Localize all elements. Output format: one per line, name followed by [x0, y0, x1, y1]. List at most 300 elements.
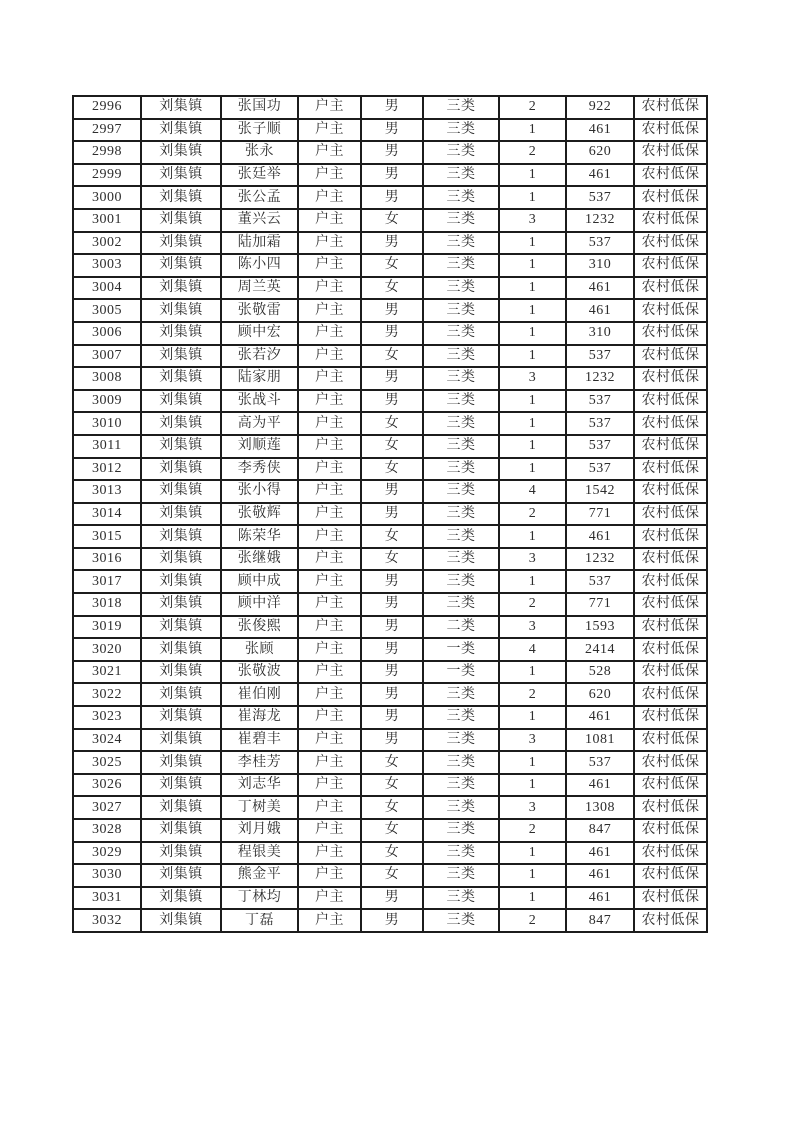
table-cell: 3 [499, 209, 566, 232]
table-cell: 户主 [298, 548, 361, 571]
table-cell: 620 [566, 141, 634, 164]
table-cell: 3023 [73, 706, 141, 729]
table-cell: 农村低保 [634, 842, 707, 865]
table-cell: 三类 [423, 458, 499, 481]
table-cell: 女 [361, 796, 423, 819]
table-cell: 户主 [298, 96, 361, 119]
table-cell: 刘集镇 [141, 616, 221, 639]
table-cell: 丁林均 [221, 887, 298, 910]
table-cell: 农村低保 [634, 277, 707, 300]
table-cell: 陈荣华 [221, 525, 298, 548]
table-cell: 刘集镇 [141, 277, 221, 300]
table-cell: 农村低保 [634, 638, 707, 661]
table-cell: 3010 [73, 412, 141, 435]
table-cell: 刘集镇 [141, 661, 221, 684]
table-cell: 三类 [423, 209, 499, 232]
table-cell: 高为平 [221, 412, 298, 435]
table-row [73, 525, 707, 548]
table-cell: 3022 [73, 683, 141, 706]
table-cell: 847 [566, 819, 634, 842]
table-cell: 3011 [73, 435, 141, 458]
table-cell: 三类 [423, 322, 499, 345]
table-row [73, 593, 707, 616]
table-cell: 刘集镇 [141, 299, 221, 322]
table-cell: 刘集镇 [141, 729, 221, 752]
table-cell: 户主 [298, 390, 361, 413]
table-row [73, 390, 707, 413]
table-cell: 女 [361, 548, 423, 571]
table-cell: 农村低保 [634, 390, 707, 413]
table-cell: 3014 [73, 503, 141, 526]
table-row [73, 209, 707, 232]
table-cell: 农村低保 [634, 661, 707, 684]
table-cell: 537 [566, 570, 634, 593]
table-cell: 3017 [73, 570, 141, 593]
table-row [73, 503, 707, 526]
table-cell: 1 [499, 435, 566, 458]
table-row [73, 254, 707, 277]
table-cell: 农村低保 [634, 864, 707, 887]
table-cell: 3 [499, 367, 566, 390]
table-cell: 刘集镇 [141, 842, 221, 865]
table-row [73, 232, 707, 255]
table-cell: 女 [361, 254, 423, 277]
table-cell: 461 [566, 842, 634, 865]
table-cell: 三类 [423, 864, 499, 887]
table-cell: 刘集镇 [141, 141, 221, 164]
table-cell: 刘集镇 [141, 390, 221, 413]
table-cell: 3001 [73, 209, 141, 232]
table-cell: 农村低保 [634, 774, 707, 797]
table-cell: 1 [499, 232, 566, 255]
table-cell: 农村低保 [634, 706, 707, 729]
table-cell: 刘集镇 [141, 683, 221, 706]
table-cell: 461 [566, 887, 634, 910]
table-cell: 三类 [423, 819, 499, 842]
table-cell: 刘集镇 [141, 593, 221, 616]
table-cell: 丁树美 [221, 796, 298, 819]
table-cell: 户主 [298, 480, 361, 503]
table-cell: 男 [361, 887, 423, 910]
table-cell: 农村低保 [634, 503, 707, 526]
table-cell: 张顾 [221, 638, 298, 661]
table-cell: 537 [566, 435, 634, 458]
table-cell: 1232 [566, 548, 634, 571]
table-cell: 男 [361, 570, 423, 593]
table-cell: 537 [566, 458, 634, 481]
table-cell: 女 [361, 209, 423, 232]
table-cell: 男 [361, 706, 423, 729]
table-cell: 顾中洋 [221, 593, 298, 616]
table-cell: 户主 [298, 774, 361, 797]
table-cell: 男 [361, 729, 423, 752]
table-cell: 农村低保 [634, 458, 707, 481]
table-cell: 1 [499, 525, 566, 548]
table-cell: 1 [499, 661, 566, 684]
table-cell: 男 [361, 616, 423, 639]
table-cell: 女 [361, 435, 423, 458]
table-cell: 三类 [423, 796, 499, 819]
table-cell: 陆家朋 [221, 367, 298, 390]
table-cell: 3021 [73, 661, 141, 684]
table-cell: 刘集镇 [141, 796, 221, 819]
table-cell: 1 [499, 458, 566, 481]
table-cell: 张敬辉 [221, 503, 298, 526]
table-cell: 户主 [298, 796, 361, 819]
table-cell: 农村低保 [634, 548, 707, 571]
table-cell: 农村低保 [634, 480, 707, 503]
table-cell: 张小得 [221, 480, 298, 503]
table-row [73, 887, 707, 910]
table-cell: 3 [499, 796, 566, 819]
table-cell: 3004 [73, 277, 141, 300]
table-body [73, 96, 707, 932]
table-cell: 女 [361, 774, 423, 797]
table-cell: 女 [361, 277, 423, 300]
table-cell: 户主 [298, 661, 361, 684]
table-cell: 1232 [566, 209, 634, 232]
table-cell: 刘志华 [221, 774, 298, 797]
table-cell: 1 [499, 277, 566, 300]
table-cell: 户主 [298, 638, 361, 661]
table-cell: 男 [361, 96, 423, 119]
table-cell: 张永 [221, 141, 298, 164]
table-cell: 刘集镇 [141, 209, 221, 232]
table-cell: 三类 [423, 186, 499, 209]
table-cell: 2 [499, 909, 566, 932]
table-cell: 丁磊 [221, 909, 298, 932]
table-cell: 男 [361, 661, 423, 684]
table-cell: 537 [566, 390, 634, 413]
table-cell: 1 [499, 887, 566, 910]
table-cell: 620 [566, 683, 634, 706]
table-cell: 户主 [298, 751, 361, 774]
table-row [73, 616, 707, 639]
table-cell: 刘集镇 [141, 909, 221, 932]
table-row [73, 548, 707, 571]
table-cell: 三类 [423, 277, 499, 300]
table-cell: 农村低保 [634, 887, 707, 910]
table-cell: 张敬波 [221, 661, 298, 684]
table-cell: 三类 [423, 435, 499, 458]
table-row [73, 119, 707, 142]
table-cell: 3018 [73, 593, 141, 616]
table-row [73, 345, 707, 368]
table-cell: 张俊熙 [221, 616, 298, 639]
table-row [73, 322, 707, 345]
table-cell: 3009 [73, 390, 141, 413]
table-cell: 女 [361, 345, 423, 368]
table-row [73, 480, 707, 503]
table-cell: 张国功 [221, 96, 298, 119]
table-cell: 张战斗 [221, 390, 298, 413]
table-cell: 1081 [566, 729, 634, 752]
table-cell: 户主 [298, 909, 361, 932]
table-cell: 2996 [73, 96, 141, 119]
table-cell: 农村低保 [634, 412, 707, 435]
table-cell: 3006 [73, 322, 141, 345]
table-cell: 男 [361, 390, 423, 413]
table-cell: 农村低保 [634, 96, 707, 119]
table-cell: 户主 [298, 209, 361, 232]
table-cell: 户主 [298, 277, 361, 300]
table-cell: 户主 [298, 616, 361, 639]
table-cell: 3019 [73, 616, 141, 639]
table-cell: 刘集镇 [141, 119, 221, 142]
table-cell: 310 [566, 254, 634, 277]
table-cell: 三类 [423, 548, 499, 571]
table-cell: 男 [361, 593, 423, 616]
table-cell: 三类 [423, 119, 499, 142]
table-cell: 1 [499, 164, 566, 187]
table-cell: 女 [361, 819, 423, 842]
table-cell: 2 [499, 683, 566, 706]
table-cell: 农村低保 [634, 299, 707, 322]
table-cell: 农村低保 [634, 367, 707, 390]
table-cell: 周兰英 [221, 277, 298, 300]
table-cell: 三类 [423, 751, 499, 774]
table-cell: 张廷举 [221, 164, 298, 187]
table-cell: 3 [499, 548, 566, 571]
table-cell: 顾中宏 [221, 322, 298, 345]
table-cell: 1 [499, 186, 566, 209]
table-cell: 3012 [73, 458, 141, 481]
table-cell: 农村低保 [634, 345, 707, 368]
table-cell: 刘集镇 [141, 480, 221, 503]
table-cell: 农村低保 [634, 570, 707, 593]
table-cell: 张继娥 [221, 548, 298, 571]
table-cell: 三类 [423, 525, 499, 548]
table-row [73, 435, 707, 458]
table-cell: 农村低保 [634, 254, 707, 277]
table-cell: 3030 [73, 864, 141, 887]
table-row [73, 706, 707, 729]
table-cell: 刘集镇 [141, 638, 221, 661]
table-row [73, 638, 707, 661]
table-cell: 农村低保 [634, 232, 707, 255]
table-cell: 刘集镇 [141, 819, 221, 842]
table-cell: 三类 [423, 503, 499, 526]
table-row [73, 729, 707, 752]
table-cell: 1 [499, 322, 566, 345]
table-cell: 户主 [298, 254, 361, 277]
table-cell: 户主 [298, 232, 361, 255]
table-cell: 刘集镇 [141, 96, 221, 119]
table-cell: 户主 [298, 458, 361, 481]
table-cell: 三类 [423, 570, 499, 593]
table-cell: 537 [566, 232, 634, 255]
table-cell: 461 [566, 277, 634, 300]
table-cell: 1 [499, 706, 566, 729]
table-cell: 2997 [73, 119, 141, 142]
table-cell: 461 [566, 299, 634, 322]
table-cell: 刘集镇 [141, 887, 221, 910]
table-row [73, 819, 707, 842]
welfare-recipients-table [72, 95, 708, 933]
table-cell: 农村低保 [634, 593, 707, 616]
table-cell: 一类 [423, 638, 499, 661]
table-cell: 三类 [423, 842, 499, 865]
table-cell: 户主 [298, 322, 361, 345]
table-cell: 461 [566, 119, 634, 142]
table-cell: 女 [361, 525, 423, 548]
table-cell: 户主 [298, 435, 361, 458]
table-cell: 农村低保 [634, 322, 707, 345]
table-cell: 537 [566, 345, 634, 368]
table-cell: 刘集镇 [141, 706, 221, 729]
table-cell: 528 [566, 661, 634, 684]
table-cell: 农村低保 [634, 119, 707, 142]
table-cell: 刘集镇 [141, 774, 221, 797]
table-cell: 女 [361, 842, 423, 865]
table-cell: 1 [499, 299, 566, 322]
table-cell: 男 [361, 503, 423, 526]
table-cell: 3026 [73, 774, 141, 797]
table-cell: 1 [499, 390, 566, 413]
table-cell: 922 [566, 96, 634, 119]
table-cell: 户主 [298, 525, 361, 548]
table-cell: 农村低保 [634, 909, 707, 932]
table-cell: 程银美 [221, 842, 298, 865]
table-cell: 1 [499, 842, 566, 865]
table-cell: 农村低保 [634, 683, 707, 706]
table-cell: 熊金平 [221, 864, 298, 887]
table-cell: 农村低保 [634, 525, 707, 548]
table-cell: 三类 [423, 299, 499, 322]
table-row [73, 164, 707, 187]
table-cell: 三类 [423, 593, 499, 616]
table-cell: 2998 [73, 141, 141, 164]
table-cell: 农村低保 [634, 186, 707, 209]
table-cell: 三类 [423, 683, 499, 706]
table-cell: 农村低保 [634, 729, 707, 752]
table-cell: 1 [499, 119, 566, 142]
table-cell: 461 [566, 706, 634, 729]
table-cell: 461 [566, 864, 634, 887]
table-cell: 三类 [423, 706, 499, 729]
table-cell: 刘顺莲 [221, 435, 298, 458]
table-cell: 农村低保 [634, 751, 707, 774]
table-cell: 1 [499, 412, 566, 435]
table-cell: 310 [566, 322, 634, 345]
table-cell: 3028 [73, 819, 141, 842]
table-row [73, 141, 707, 164]
table-cell: 三类 [423, 254, 499, 277]
table-cell: 3013 [73, 480, 141, 503]
table-row [73, 367, 707, 390]
table-cell: 三类 [423, 345, 499, 368]
table-cell: 户主 [298, 842, 361, 865]
table-cell: 三类 [423, 232, 499, 255]
table-cell: 农村低保 [634, 164, 707, 187]
table-cell: 女 [361, 412, 423, 435]
table-cell: 1 [499, 345, 566, 368]
table-cell: 女 [361, 864, 423, 887]
table-cell: 三类 [423, 909, 499, 932]
table-cell: 户主 [298, 412, 361, 435]
table-cell: 3032 [73, 909, 141, 932]
table-cell: 户主 [298, 119, 361, 142]
table-cell: 男 [361, 164, 423, 187]
table-cell: 户主 [298, 593, 361, 616]
table-cell: 三类 [423, 412, 499, 435]
table-row [73, 774, 707, 797]
table-cell: 男 [361, 683, 423, 706]
table-cell: 户主 [298, 299, 361, 322]
table-row [73, 186, 707, 209]
table-row [73, 96, 707, 119]
table-cell: 户主 [298, 887, 361, 910]
table-row [73, 842, 707, 865]
table-cell: 三类 [423, 774, 499, 797]
table-cell: 户主 [298, 503, 361, 526]
table-cell: 461 [566, 525, 634, 548]
table-cell: 771 [566, 503, 634, 526]
table-cell: 三类 [423, 390, 499, 413]
table-cell: 1 [499, 751, 566, 774]
table-cell: 3 [499, 729, 566, 752]
table-cell: 崔伯刚 [221, 683, 298, 706]
table-cell: 男 [361, 186, 423, 209]
table-cell: 2414 [566, 638, 634, 661]
table-cell: 户主 [298, 141, 361, 164]
table-cell: 男 [361, 119, 423, 142]
table-cell: 3027 [73, 796, 141, 819]
table-cell: 女 [361, 751, 423, 774]
table-cell: 户主 [298, 570, 361, 593]
table-cell: 女 [361, 458, 423, 481]
table-cell: 户主 [298, 164, 361, 187]
table-cell: 陆加霜 [221, 232, 298, 255]
table-row [73, 683, 707, 706]
table-cell: 三类 [423, 96, 499, 119]
table-cell: 户主 [298, 345, 361, 368]
table-cell: 刘集镇 [141, 412, 221, 435]
table-cell: 崔碧丰 [221, 729, 298, 752]
table-cell: 张子顺 [221, 119, 298, 142]
table-cell: 1232 [566, 367, 634, 390]
table-cell: 农村低保 [634, 141, 707, 164]
table-cell: 刘集镇 [141, 458, 221, 481]
table-cell: 771 [566, 593, 634, 616]
table-cell: 2 [499, 96, 566, 119]
table-cell: 4 [499, 638, 566, 661]
table-cell: 3005 [73, 299, 141, 322]
table-cell: 刘集镇 [141, 322, 221, 345]
table-cell: 户主 [298, 367, 361, 390]
table-cell: 刘集镇 [141, 570, 221, 593]
table-cell: 537 [566, 751, 634, 774]
table-cell: 顾中成 [221, 570, 298, 593]
table-cell: 刘集镇 [141, 345, 221, 368]
table-cell: 董兴云 [221, 209, 298, 232]
table-cell: 461 [566, 164, 634, 187]
table-cell: 男 [361, 638, 423, 661]
table-cell: 1 [499, 254, 566, 277]
table-cell: 3020 [73, 638, 141, 661]
table-cell: 二类 [423, 616, 499, 639]
table-cell: 刘集镇 [141, 751, 221, 774]
table-cell: 461 [566, 774, 634, 797]
table-cell: 农村低保 [634, 819, 707, 842]
table-cell: 户主 [298, 729, 361, 752]
table-cell: 3016 [73, 548, 141, 571]
table-cell: 李秀侠 [221, 458, 298, 481]
table-cell: 男 [361, 909, 423, 932]
table-cell: 1308 [566, 796, 634, 819]
table-row [73, 909, 707, 932]
table-cell: 张公孟 [221, 186, 298, 209]
